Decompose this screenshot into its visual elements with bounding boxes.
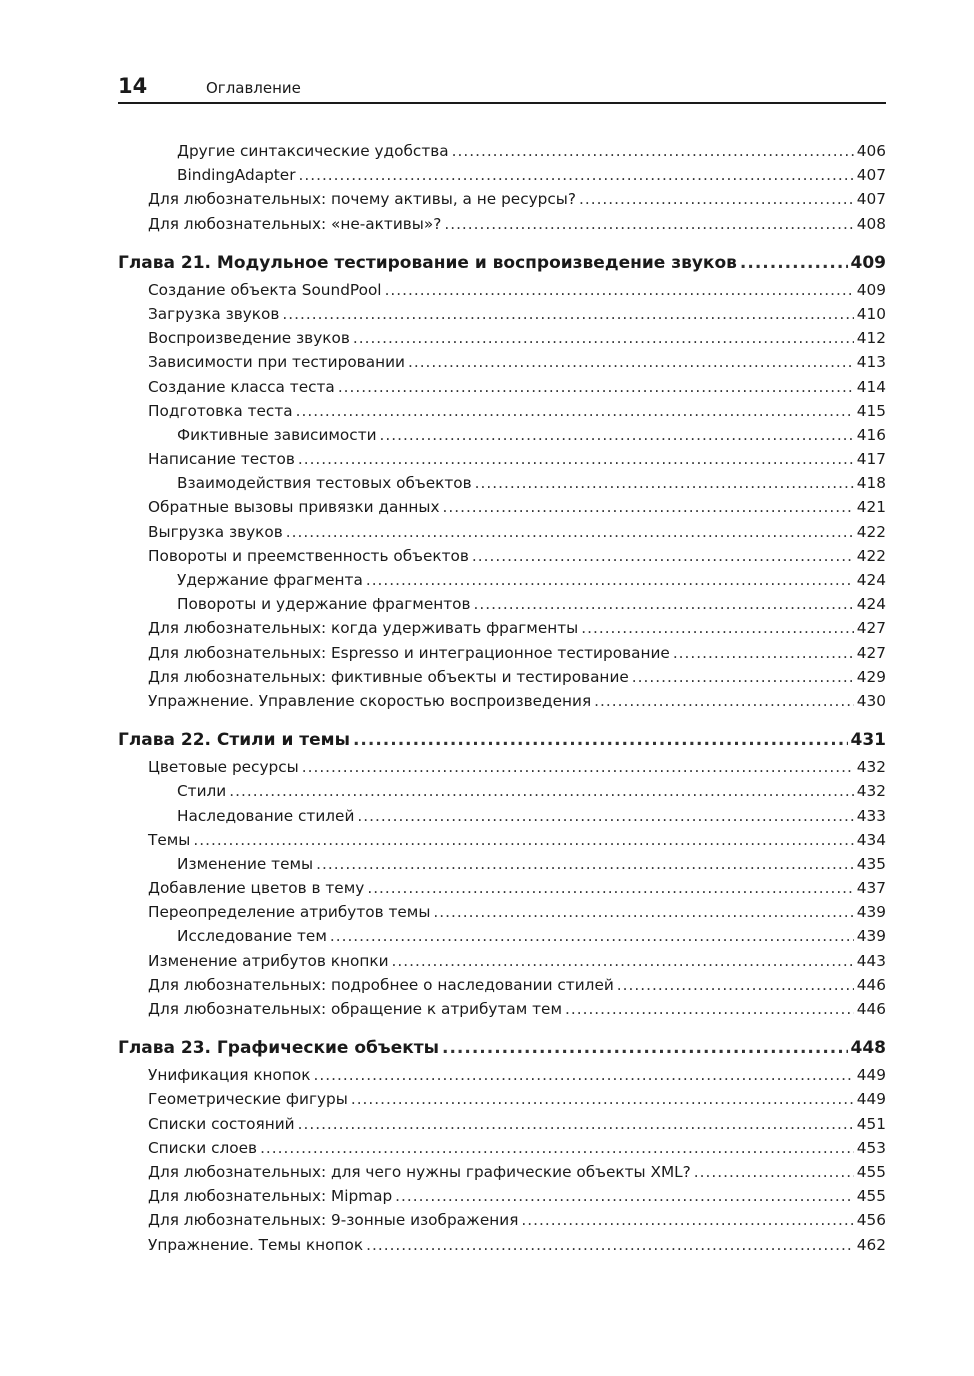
entry-title: Для любознательных: обращение к атрибутам тем: [148, 1000, 562, 1018]
toc-entry[interactable]: [118, 166, 886, 190]
dot-leader: [565, 1000, 854, 1018]
dot-leader: [474, 595, 854, 613]
toc-entry[interactable]: [118, 1187, 886, 1211]
entry-title: Другие синтаксические удобства: [177, 142, 449, 160]
dot-leader: [443, 498, 854, 516]
entry-title: Глава 23. Графические объекты: [118, 1038, 439, 1059]
entry-page-number: 418: [856, 474, 886, 493]
entry-page-number: 446: [856, 1000, 886, 1018]
dot-leader: [408, 353, 854, 371]
toc-entry[interactable]: [118, 281, 886, 305]
entry-title: Для любознательных: 9-зонные изображения: [148, 1211, 519, 1230]
dot-leader: [444, 215, 853, 233]
dot-leader: [338, 378, 854, 396]
toc-entry[interactable]: [118, 402, 886, 426]
entry-title: Выгрузка звуков: [148, 522, 283, 541]
entry-page-number: 424: [856, 595, 886, 614]
dot-leader: [594, 692, 854, 710]
toc-entry[interactable]: [118, 668, 886, 692]
chapter-entry[interactable]: [118, 253, 886, 281]
entry-page-number: 456: [856, 1211, 886, 1230]
toc-entry[interactable]: [118, 329, 886, 353]
entry-page-number: 409: [856, 280, 886, 299]
dot-leader: [353, 329, 854, 347]
entry-page-number: 439: [856, 927, 886, 946]
toc-entry[interactable]: [118, 855, 886, 879]
entry-page-number: 416: [856, 425, 886, 444]
toc-entry[interactable]: [118, 547, 886, 571]
entry-page-number: 449: [856, 1090, 886, 1109]
entry-page-number: 413: [856, 353, 886, 372]
toc-entry[interactable]: [118, 1236, 886, 1260]
toc-entry[interactable]: [118, 692, 886, 716]
toc-entry[interactable]: [118, 1066, 886, 1090]
entry-title: Для любознательных: почему активы, а не ресурсы?: [148, 190, 576, 209]
toc-entry[interactable]: [118, 595, 886, 619]
dot-leader: [282, 305, 853, 323]
toc-entry[interactable]: [118, 450, 886, 474]
dot-leader: [353, 730, 848, 750]
entry-title: Воспроизведение звуков: [148, 329, 350, 348]
entry-page-number: 455: [856, 1162, 886, 1181]
entry-page-number: 407: [856, 190, 886, 209]
entry-page-number: 434: [856, 830, 886, 849]
toc-entry[interactable]: [118, 1090, 886, 1114]
entry-page-number: 443: [856, 951, 886, 970]
entry-page-number: 414: [856, 377, 886, 396]
dot-leader: [229, 782, 854, 800]
dot-leader: [260, 1139, 854, 1157]
entry-page-number: 406: [856, 142, 886, 160]
toc-entry[interactable]: [118, 831, 886, 855]
entry-page-number: 409: [850, 252, 886, 273]
entry-title: Списки слоев: [148, 1138, 258, 1157]
chapter-entry[interactable]: [118, 730, 886, 758]
entry-title: Фиктивные зависимости: [177, 425, 377, 444]
dot-leader: [302, 758, 854, 776]
entry-title: Зависимости при тестировании: [148, 353, 405, 372]
dot-leader: [581, 619, 854, 637]
entry-title: Для любознательных: фиктивные объекты и тестирование: [148, 667, 629, 686]
entry-page-number: 462: [856, 1235, 886, 1254]
running-title: Оглавление: [206, 79, 301, 97]
entry-title: Списки состояний: [148, 1114, 295, 1133]
toc-entry[interactable]: [118, 142, 886, 166]
dot-leader: [385, 281, 854, 299]
dot-leader: [380, 426, 854, 444]
entry-page-number: 448: [850, 1038, 886, 1059]
toc-entry[interactable]: [118, 952, 886, 976]
dot-leader: [316, 855, 854, 873]
entry-title: Переопределение атрибутов темы: [148, 903, 431, 922]
dot-leader: [367, 879, 853, 897]
dot-leader: [286, 523, 854, 541]
entry-page-number: 451: [856, 1114, 886, 1133]
dot-leader: [475, 474, 854, 492]
entry-page-number: 407: [856, 166, 886, 185]
entry-page-number: 408: [856, 214, 886, 233]
entry-page-number: 424: [856, 571, 886, 589]
entry-page-number: 455: [856, 1187, 886, 1206]
toc-entry[interactable]: [118, 782, 886, 806]
toc-entry[interactable]: [118, 879, 886, 903]
dot-leader: [472, 547, 854, 565]
entry-title: BindingAdapter: [177, 166, 296, 185]
toc-entry[interactable]: [118, 1115, 886, 1139]
dot-leader: [298, 450, 854, 468]
entry-page-number: 446: [856, 975, 886, 994]
entry-page-number: 427: [856, 643, 886, 662]
entry-page-number: 430: [856, 691, 886, 710]
entry-title: Для любознательных: для чего нужны графические объекты XML?: [148, 1162, 691, 1181]
entry-title: Упражнение. Темы кнопок: [148, 1235, 364, 1254]
entry-page-number: 439: [856, 903, 886, 922]
toc-entry[interactable]: [118, 474, 886, 498]
toc-entry[interactable]: [118, 807, 886, 831]
entry-title: Создание класса теста: [148, 377, 335, 396]
dot-leader: [673, 644, 854, 662]
dot-leader: [740, 253, 848, 273]
entry-title: Загрузка звуков: [148, 304, 280, 323]
toc-entry[interactable]: [118, 498, 886, 522]
dot-leader: [694, 1163, 854, 1181]
entry-title: Наследование стилей: [177, 806, 355, 825]
toc-entry[interactable]: [118, 215, 886, 239]
entry-page-number: 449: [856, 1066, 886, 1085]
dot-leader: [314, 1066, 854, 1084]
dot-leader: [366, 1236, 854, 1254]
toc-entry[interactable]: [118, 976, 886, 1000]
dot-leader: [366, 571, 854, 589]
entry-page-number: 433: [856, 806, 886, 825]
toc-entry[interactable]: [118, 758, 886, 782]
toc-entry[interactable]: [118, 619, 886, 643]
entry-page-number: 437: [856, 879, 886, 898]
dot-leader: [357, 807, 853, 825]
dot-leader: [330, 927, 854, 945]
dot-leader: [351, 1090, 854, 1108]
entry-title: Создание объекта SoundPool: [148, 280, 382, 299]
entry-title: Геометрические фигуры: [148, 1090, 348, 1109]
entry-page-number: 453: [856, 1138, 886, 1157]
entry-page-number: 429: [856, 667, 886, 686]
dot-leader: [433, 903, 853, 921]
entry-page-number: 412: [856, 329, 886, 348]
toc-entry[interactable]: [118, 1139, 886, 1163]
dot-leader: [299, 166, 854, 184]
entry-page-number: 427: [856, 619, 886, 638]
entry-page-number: 421: [856, 498, 886, 517]
entry-title: Подготовка теста: [148, 401, 293, 420]
entry-page-number: 431: [850, 730, 886, 751]
table-of-contents: [118, 142, 886, 1260]
entry-page-number: 435: [856, 854, 886, 873]
toc-entry[interactable]: [118, 644, 886, 668]
entry-page-number: 432: [856, 782, 886, 801]
chapter-entry[interactable]: [118, 1038, 886, 1066]
entry-title: Повороты и удержание фрагментов: [177, 595, 471, 614]
entry-title: Глава 21. Модульное тестирование и воспроизведение звуков: [118, 252, 737, 273]
toc-entry[interactable]: [118, 1163, 886, 1187]
toc-entry[interactable]: [118, 523, 886, 547]
dot-leader: [579, 190, 854, 208]
entry-title: Для любознательных: Mipmap: [148, 1187, 393, 1206]
page-number: 14: [118, 74, 148, 98]
entry-title: Для любознательных: когда удерживать фрагменты: [148, 619, 579, 638]
dot-leader: [298, 1115, 854, 1133]
entry-title: Повороты и преемственность объектов: [148, 546, 469, 565]
entry-title: Стили: [177, 782, 227, 801]
dot-leader: [442, 1038, 848, 1058]
toc-entry[interactable]: [118, 378, 886, 402]
dot-leader: [617, 976, 854, 994]
dot-leader: [193, 831, 853, 849]
toc-entry[interactable]: [118, 353, 886, 377]
toc-entry[interactable]: [118, 1211, 886, 1235]
entry-page-number: 422: [856, 522, 886, 541]
entry-title: Цветовые ресурсы: [148, 758, 299, 777]
entry-title: Изменение темы: [177, 854, 314, 873]
toc-entry[interactable]: [118, 190, 886, 214]
toc-entry[interactable]: [118, 426, 886, 450]
entry-title: Для любознательных: подробнее о наследовании стилей: [148, 975, 614, 994]
dot-leader: [521, 1211, 853, 1229]
dot-leader: [392, 952, 854, 970]
toc-entry[interactable]: [118, 1000, 886, 1024]
entry-page-number: 417: [856, 450, 886, 469]
entry-page-number: 410: [856, 304, 886, 323]
toc-entry[interactable]: [118, 927, 886, 951]
dot-leader: [296, 402, 854, 420]
entry-page-number: 422: [856, 546, 886, 565]
dot-leader: [395, 1187, 854, 1205]
dot-leader: [632, 668, 854, 686]
entry-title: Изменение атрибутов кнопки: [148, 951, 389, 970]
entry-title: Удержание фрагмента: [177, 571, 363, 589]
entry-page-number: 432: [856, 758, 886, 777]
entry-title: Исследование тем: [177, 927, 327, 946]
dot-leader: [452, 142, 854, 160]
entry-page-number: 415: [856, 401, 886, 420]
entry-title: Для любознательных: Espresso и интеграционное тестирование: [148, 643, 670, 662]
toc-entry[interactable]: [118, 571, 886, 595]
entry-title: Глава 22. Стили и темы: [118, 730, 350, 751]
entry-title: Для любознательных: «не-активы»?: [148, 214, 442, 233]
running-header: [118, 72, 886, 104]
entry-title: Унификация кнопок: [148, 1066, 311, 1085]
entry-title: Взаимодействия тестовых объектов: [177, 474, 472, 493]
entry-title: Добавление цветов в тему: [148, 879, 365, 898]
entry-title: Темы: [148, 830, 191, 849]
entry-title: Обратные вызовы привязки данных: [148, 498, 440, 517]
entry-title: Упражнение. Управление скоростью воспроизведения: [148, 691, 592, 710]
toc-entry[interactable]: [118, 903, 886, 927]
toc-entry[interactable]: [118, 305, 886, 329]
entry-title: Написание тестов: [148, 450, 295, 469]
